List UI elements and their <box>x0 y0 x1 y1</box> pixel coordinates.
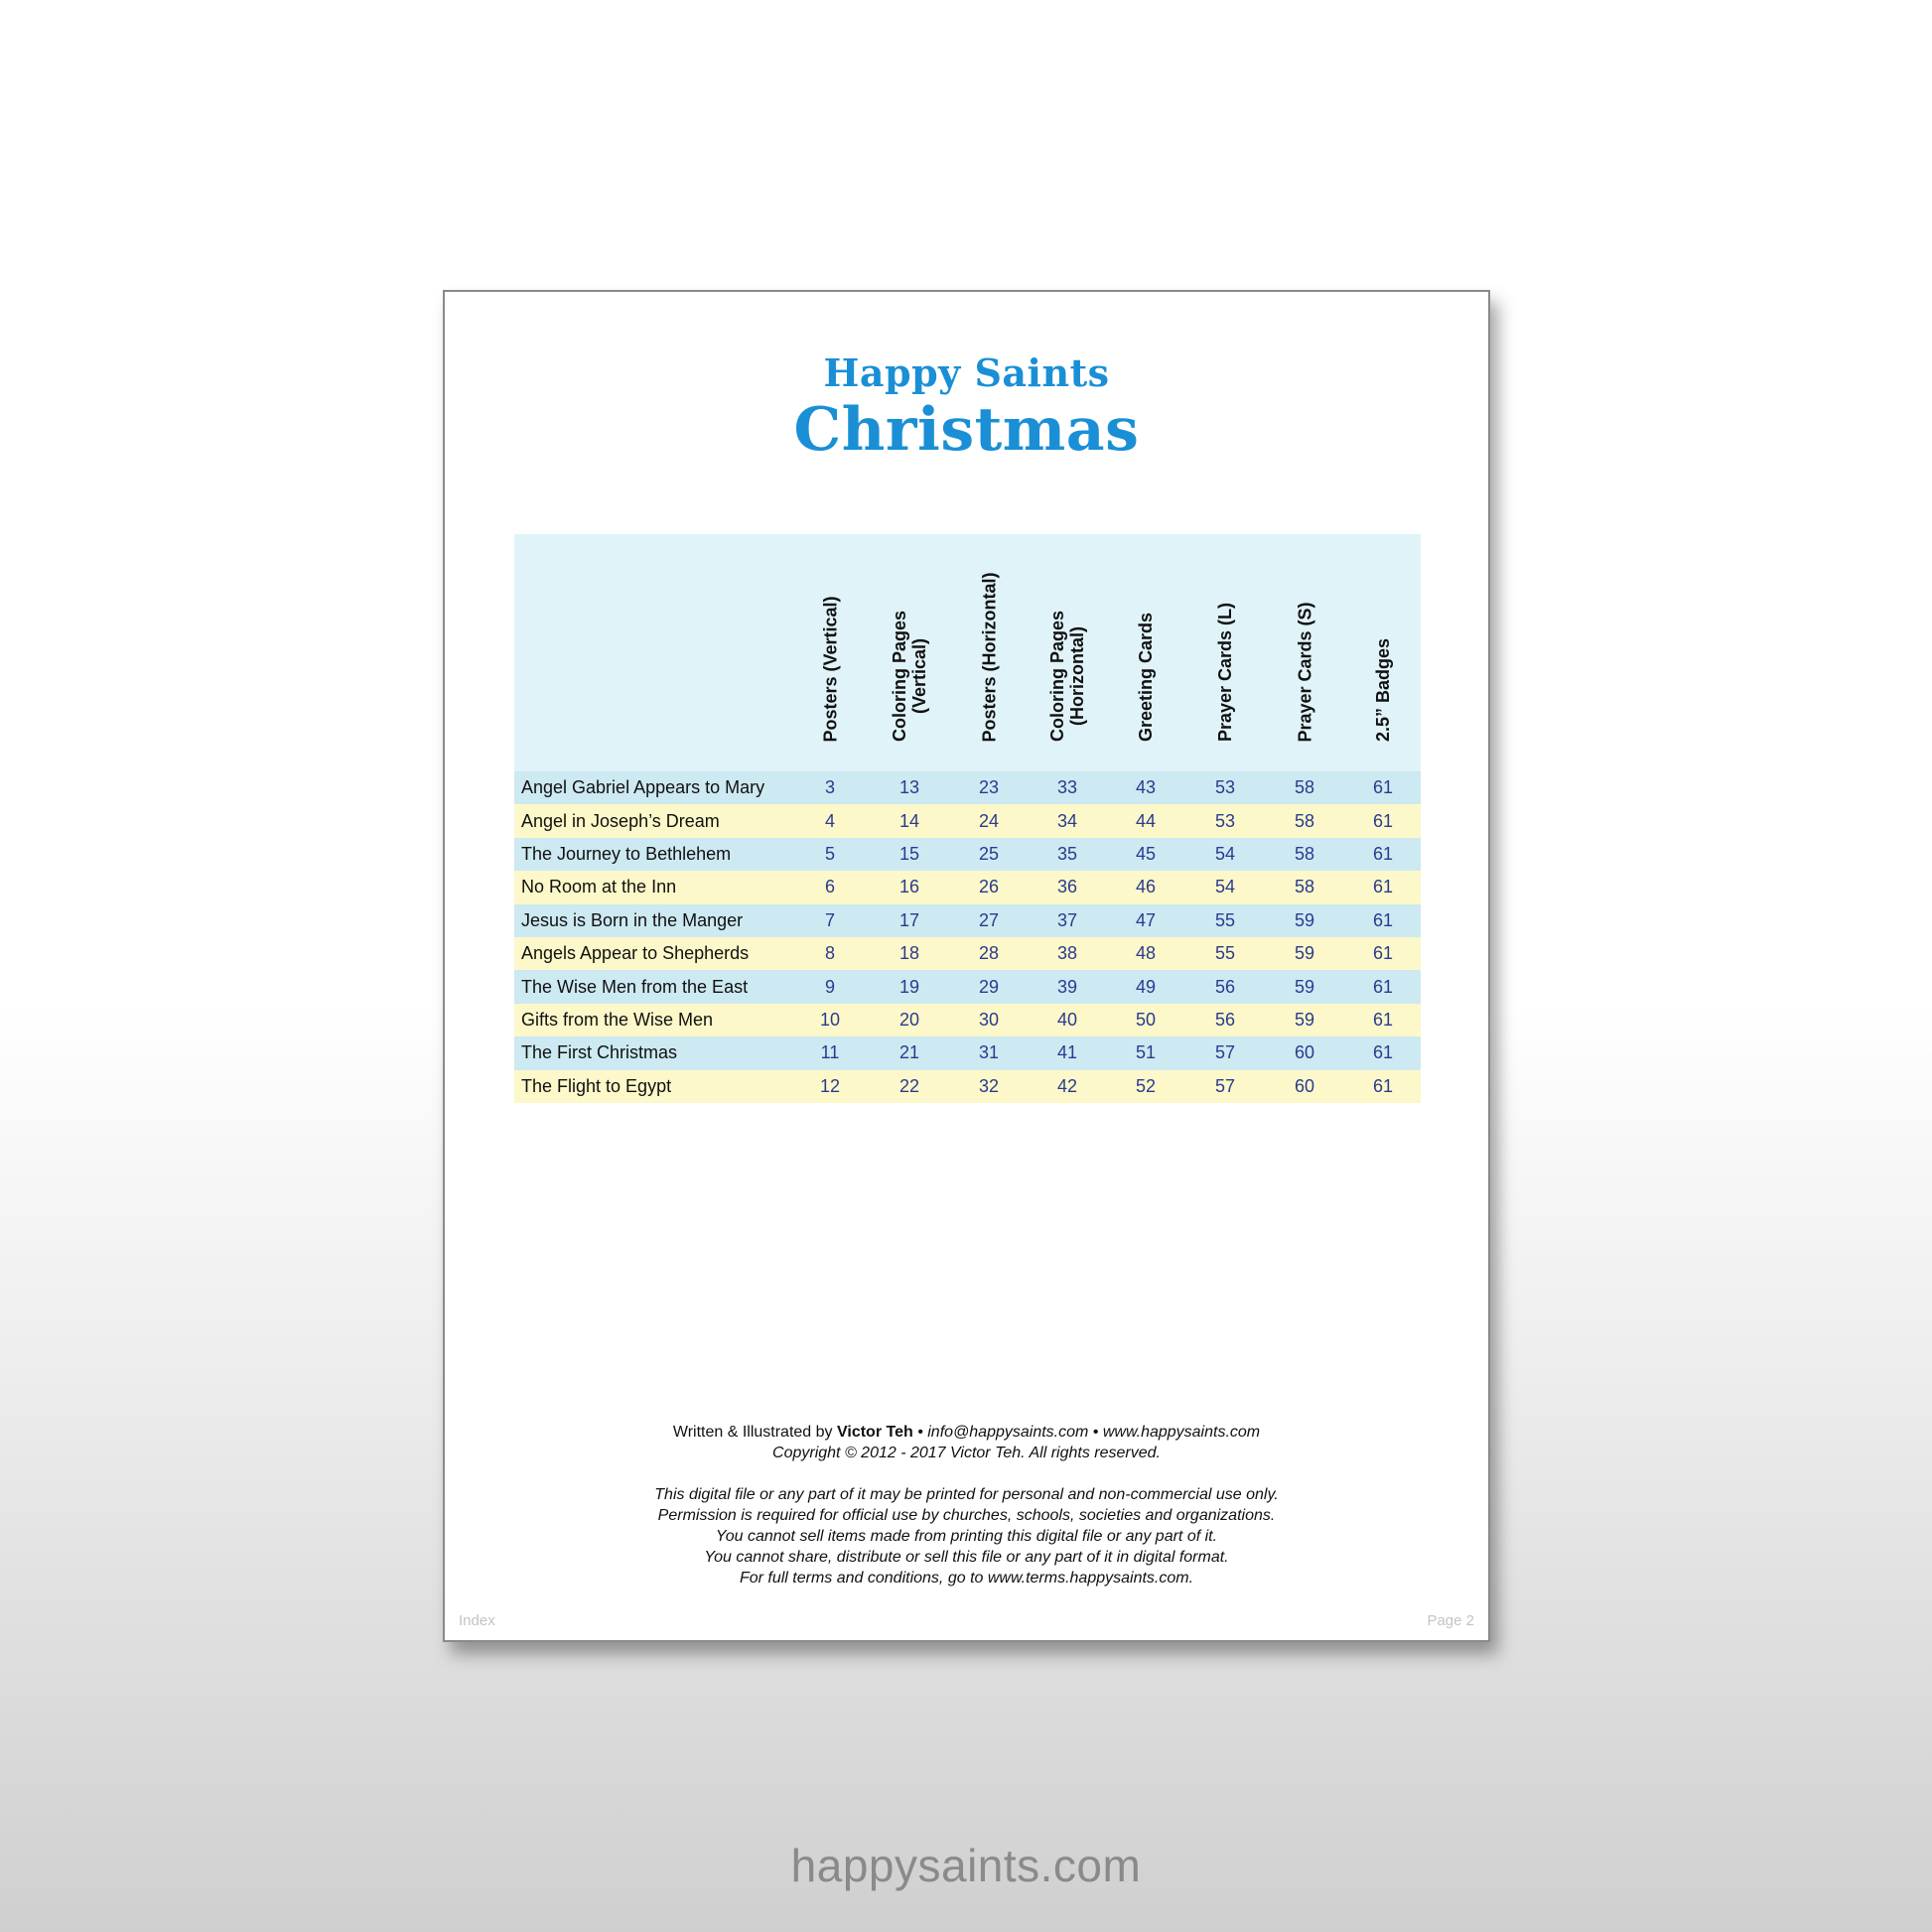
table-cell: 61 <box>1372 843 1394 864</box>
table-cell: 30 <box>978 1009 1000 1030</box>
table-cell: 5 <box>824 843 835 864</box>
column-header <box>790 534 870 771</box>
table-cell: 57 <box>1214 1042 1236 1063</box>
table-cell: 37 <box>1056 909 1078 930</box>
table-cell: 14 <box>898 810 920 831</box>
table-cell: 61 <box>1372 1009 1394 1030</box>
table-cell: 61 <box>1372 909 1394 930</box>
column-header-label: Posters (Vertical) <box>820 595 841 743</box>
table-cell: 7 <box>824 909 835 930</box>
table-cell: 8 <box>824 943 835 964</box>
table-row <box>514 804 1421 837</box>
footer-credits <box>445 1422 1488 1463</box>
table-row <box>514 970 1421 1003</box>
column-header <box>1265 534 1344 771</box>
table-cell: 60 <box>1294 1042 1315 1063</box>
index-table <box>514 534 1421 1103</box>
table-cell: 60 <box>1294 1075 1315 1096</box>
table-cell: 27 <box>978 909 1000 930</box>
table-cell: 3 <box>824 777 835 798</box>
row-label: Angel Gabriel Appears to Mary <box>521 777 765 798</box>
table-cell: 36 <box>1056 877 1078 897</box>
column-header-label: 2.5” Badges <box>1373 637 1394 743</box>
section-label: Index <box>459 1612 495 1629</box>
table-cell: 61 <box>1372 777 1394 798</box>
column-header <box>949 534 1029 771</box>
table-cell: 35 <box>1056 843 1078 864</box>
table-cell: 61 <box>1372 1042 1394 1063</box>
table-cell: 59 <box>1294 943 1315 964</box>
page-number: Page 2 <box>1427 1612 1474 1629</box>
table-cell: 54 <box>1214 843 1236 864</box>
legal-notice <box>445 1484 1488 1588</box>
table-row <box>514 838 1421 871</box>
table-cell: 53 <box>1214 810 1236 831</box>
table-cell: 48 <box>1135 943 1157 964</box>
table-cell: 6 <box>824 877 835 897</box>
table-cell: 26 <box>978 877 1000 897</box>
table-cell: 47 <box>1135 909 1157 930</box>
table-cell: 55 <box>1214 943 1236 964</box>
table-row <box>514 1004 1421 1036</box>
table-cell: 10 <box>819 1009 841 1030</box>
table-cell: 43 <box>1135 777 1157 798</box>
table-cell: 19 <box>898 976 920 997</box>
table-cell: 38 <box>1056 943 1078 964</box>
table-cell: 45 <box>1135 843 1157 864</box>
table-cell: 17 <box>898 909 920 930</box>
table-cell: 25 <box>978 843 1000 864</box>
table-cell: 33 <box>1056 777 1078 798</box>
table-cell: 61 <box>1372 1075 1394 1096</box>
table-row <box>514 904 1421 937</box>
table-cell: 49 <box>1135 976 1157 997</box>
row-label: Angels Appear to Shepherds <box>521 943 750 964</box>
table-cell: 4 <box>824 810 835 831</box>
table-cell: 50 <box>1135 1009 1157 1030</box>
table-cell: 18 <box>898 943 920 964</box>
column-header <box>1106 534 1185 771</box>
table-cell: 58 <box>1294 877 1315 897</box>
table-cell: 58 <box>1294 810 1315 831</box>
table-cell: 29 <box>978 976 1000 997</box>
row-label: No Room at the Inn <box>521 877 677 897</box>
column-header-label: Prayer Cards (S) <box>1295 601 1315 743</box>
row-label: Angel in Joseph’s Dream <box>521 810 720 831</box>
column-header <box>1028 534 1107 771</box>
table-cell: 9 <box>824 976 835 997</box>
table-cell: 57 <box>1214 1075 1236 1096</box>
table-cell: 24 <box>978 810 1000 831</box>
legal-line: For full terms and conditions, go to www.terms.happysaints.com. <box>739 1570 1194 1587</box>
author-name: Victor Teh <box>836 1424 913 1441</box>
table-cell: 13 <box>898 777 920 798</box>
copyright-line: Copyright © 2012 - 2017 Victor Teh. All rights reserved. <box>772 1445 1161 1461</box>
table-cell: 32 <box>978 1075 1000 1096</box>
table-cell: 39 <box>1056 976 1078 997</box>
column-header <box>1185 534 1265 771</box>
table-cell: 11 <box>820 1042 840 1063</box>
column-header <box>1343 534 1423 771</box>
row-label: Jesus is Born in the Manger <box>521 909 744 930</box>
table-cell: 56 <box>1214 976 1236 997</box>
table-cell: 61 <box>1372 810 1394 831</box>
legal-line: Permission is required for official use by churches, schools, societies and organizations. <box>657 1507 1276 1524</box>
table-cell: 28 <box>978 943 1000 964</box>
table-row <box>514 1036 1421 1069</box>
column-header <box>870 534 949 771</box>
table-row <box>514 871 1421 903</box>
row-label: Gifts from the Wise Men <box>521 1009 714 1030</box>
table-cell: 41 <box>1056 1042 1078 1063</box>
table-row <box>514 1070 1421 1103</box>
table-cell: 54 <box>1214 877 1236 897</box>
table-cell: 20 <box>898 1009 920 1030</box>
page-title: Christmas <box>793 395 1140 465</box>
table-cell: 31 <box>978 1042 1000 1063</box>
table-cell: 58 <box>1294 777 1315 798</box>
table-header <box>514 534 1421 771</box>
table-cell: 51 <box>1135 1042 1157 1063</box>
contact-info: • info@happysaints.com • www.happysaints.com <box>912 1424 1261 1441</box>
watermark-text: happysaints.com <box>790 1840 1142 1891</box>
table-row <box>514 937 1421 970</box>
column-header-label: Coloring Pages (Vertical) <box>890 610 930 743</box>
table-cell: 61 <box>1372 943 1394 964</box>
credit-line <box>445 1422 1488 1443</box>
table-cell: 34 <box>1056 810 1078 831</box>
table-body <box>514 771 1421 1103</box>
legal-line: You cannot share, distribute or sell this file or any part of it in digital format. <box>704 1549 1229 1566</box>
table-cell: 61 <box>1372 976 1394 997</box>
table-cell: 58 <box>1294 843 1315 864</box>
table-cell: 23 <box>978 777 1000 798</box>
legal-line: You cannot sell items made from printing this digital file or any part of it. <box>715 1528 1218 1545</box>
column-header-label: Greeting Cards <box>1136 612 1157 743</box>
table-cell: 12 <box>819 1075 841 1096</box>
table-cell: 59 <box>1294 1009 1315 1030</box>
brand-title: Happy Saints <box>823 350 1110 395</box>
credit-prefix: Written & Illustrated by <box>672 1424 837 1441</box>
table-row <box>514 771 1421 804</box>
table-cell: 59 <box>1294 909 1315 930</box>
table-cell: 46 <box>1135 877 1157 897</box>
table-cell: 42 <box>1056 1075 1078 1096</box>
table-cell: 59 <box>1294 976 1315 997</box>
title-block <box>445 351 1488 465</box>
column-header-label: Coloring Pages (Horizontal) <box>1047 610 1088 743</box>
table-cell: 16 <box>898 877 920 897</box>
row-label: The Flight to Egypt <box>521 1075 672 1096</box>
document-page <box>443 290 1490 1642</box>
table-cell: 21 <box>898 1042 920 1063</box>
row-label: The Wise Men from the East <box>521 976 749 997</box>
table-cell: 52 <box>1135 1075 1157 1096</box>
table-cell: 53 <box>1214 777 1236 798</box>
table-cell: 22 <box>898 1075 920 1096</box>
table-cell: 15 <box>898 843 920 864</box>
table-cell: 55 <box>1214 909 1236 930</box>
table-cell: 40 <box>1056 1009 1078 1030</box>
column-header-label: Posters (Horizontal) <box>979 571 1000 743</box>
row-label: The First Christmas <box>521 1042 678 1063</box>
column-header-label: Prayer Cards (L) <box>1215 602 1236 743</box>
row-label: The Journey to Bethlehem <box>521 843 732 864</box>
table-cell: 61 <box>1372 877 1394 897</box>
table-cell: 56 <box>1214 1009 1236 1030</box>
table-cell: 44 <box>1135 810 1157 831</box>
legal-line: This digital file or any part of it may be printed for personal and non-commercial use only. <box>654 1486 1279 1503</box>
